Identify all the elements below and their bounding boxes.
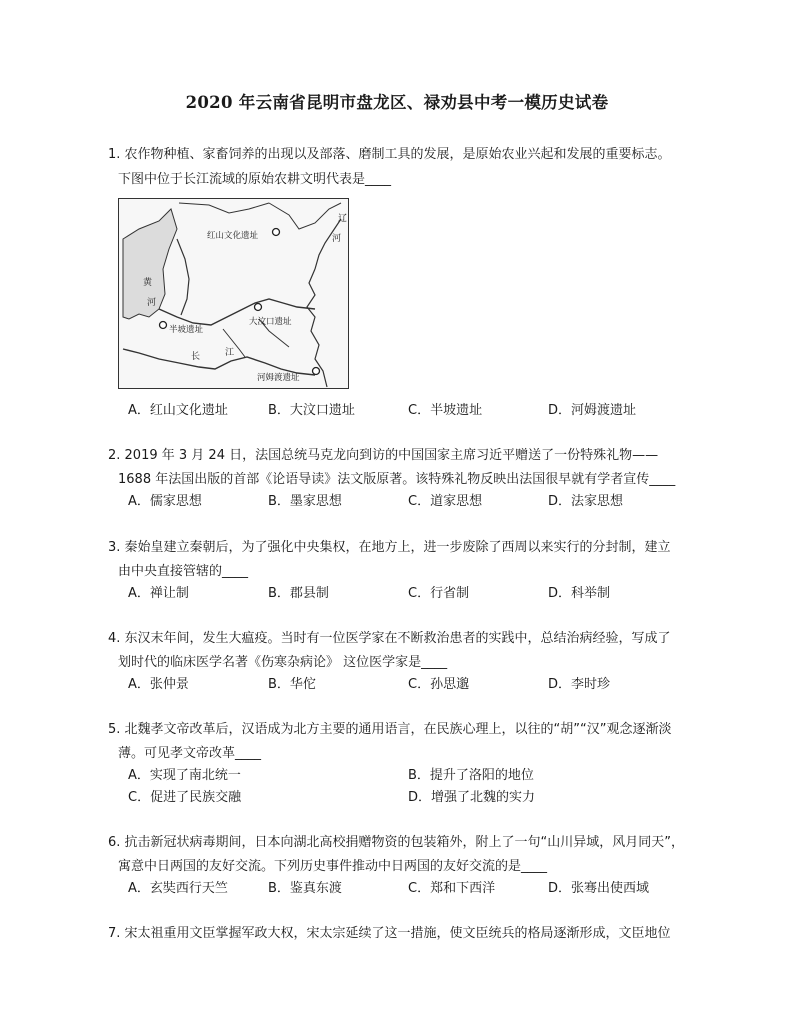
- question-2-option-a: A．儒家思想: [128, 494, 202, 509]
- map-river-chang-1: 长: [191, 352, 201, 362]
- question-4-line-2: 划时代的临床医学名著《伤寒杂病论》 这位医学家是____: [118, 655, 448, 670]
- map-river-liao-1: 辽: [338, 214, 348, 224]
- question-2-line-1: 2. 2019 年 3 月 24 日，法国总统马克龙向到访的中国国家主席习近平赠送了一份特殊礼物——: [108, 448, 659, 463]
- neolithic-sites-map: [118, 198, 349, 389]
- question-5-option-b: B．提升了洛阳的地位: [408, 768, 534, 783]
- map-river-huang-2: 河: [147, 298, 157, 308]
- question-4-option-c: C．孙思邈: [408, 677, 470, 692]
- question-6-line-1: 6. 抗击新冠状病毒期间，日本向湖北高校捐赠物资的包装箱外，附上了一句“山川异域，风月同天”，: [108, 835, 685, 850]
- page-title: 2020 年云南省昆明市盘龙区、禄劝县中考一模历史试卷: [185, 93, 609, 112]
- map-label-hongshan: 红山文化遗址: [207, 231, 259, 241]
- question-6-option-d: D．张骞出使西域: [548, 881, 650, 896]
- question-3-line-2: 由中央直接管辖的____: [118, 564, 249, 579]
- question-1-option-b: B．大汶口遗址: [268, 403, 355, 418]
- question-7-line-1: 7. 宋太祖重用文臣掌握军政大权，宋太宗延续了这一措施，使文臣统兵的格局逐渐形成，文臣地位: [108, 926, 671, 941]
- map-label-banpo: 半坡遗址: [169, 325, 204, 335]
- map-river-huang-1: 黄: [143, 278, 153, 288]
- question-5-option-d: D．增强了北魏的实力: [408, 790, 536, 805]
- question-3-line-1: 3. 秦始皇建立秦朝后，为了强化中央集权，在地方上，进一步废除了西周以来实行的分封制，建立: [108, 540, 671, 555]
- map-label-hemudu: 河姆渡遗址: [257, 373, 300, 383]
- question-3-option-c: C．行省制: [408, 586, 470, 601]
- question-1-line-2: 下图中位于长江流域的原始农耕文明代表是____: [118, 172, 392, 187]
- hemudu-site-marker: [313, 368, 320, 375]
- question-4-line-1: 4. 东汉末年间，发生大瘟疫。当时有一位医学家在不断救治患者的实践中，总结治病经验，写成了: [108, 631, 671, 646]
- map-label-dawenkou: 大汶口遗址: [249, 317, 292, 327]
- hongshan-site-marker: [273, 229, 280, 236]
- question-4-option-b: B．华佗: [268, 677, 316, 692]
- question-2-line-2: 1688 年法国出版的首部《论语导读》法文版原著。该特殊礼物反映出法国很早就有学者宣传____: [118, 472, 676, 487]
- question-1-line-1: 1. 农作物种植、家畜饲养的出现以及部落、磨制工具的发展，是原始农业兴起和发展的重要标志。: [108, 147, 671, 162]
- question-1-option-c: C．半坡遗址: [408, 403, 483, 418]
- question-6-option-c: C．郑和下西洋: [408, 881, 496, 896]
- question-2-option-c: C．道家思想: [408, 494, 483, 509]
- question-1-option-a: A．红山文化遗址: [128, 403, 228, 418]
- question-5-option-a: A．实现了南北统一: [128, 768, 241, 783]
- dawenkou-site-marker: [255, 304, 262, 311]
- question-5-line-1: 5. 北魏孝文帝改革后，汉语成为北方主要的通用语言，在民族心理上，以往的“胡”“汉”观念逐渐淡: [108, 722, 672, 737]
- question-1-option-d: D．河姆渡遗址: [548, 403, 637, 418]
- question-2-option-d: D．法家思想: [548, 494, 624, 509]
- question-6-option-a: A．玄奘西行天竺: [128, 881, 228, 896]
- map-river-chang-2: 江: [225, 348, 235, 358]
- question-4-option-a: A．张仲景: [128, 677, 189, 692]
- question-3-option-d: D．科举制: [548, 586, 611, 601]
- question-5-option-c: C．促进了民族交融: [128, 790, 242, 805]
- banpo-site-marker: [160, 322, 167, 329]
- question-5-line-2: 薄。可见孝文帝改革____: [118, 746, 262, 761]
- question-2-option-b: B．墨家思想: [268, 494, 342, 509]
- map-river-liao-2: 河: [332, 234, 342, 244]
- question-6-option-b: B．鉴真东渡: [268, 881, 342, 896]
- question-6-line-2: 寓意中日两国的友好交流。下列历史事件推动中日两国的友好交流的是____: [118, 859, 548, 874]
- question-3-option-b: B．郡县制: [268, 586, 329, 601]
- question-3-option-a: A．禅让制: [128, 586, 189, 601]
- question-4-option-d: D．李时珍: [548, 677, 611, 692]
